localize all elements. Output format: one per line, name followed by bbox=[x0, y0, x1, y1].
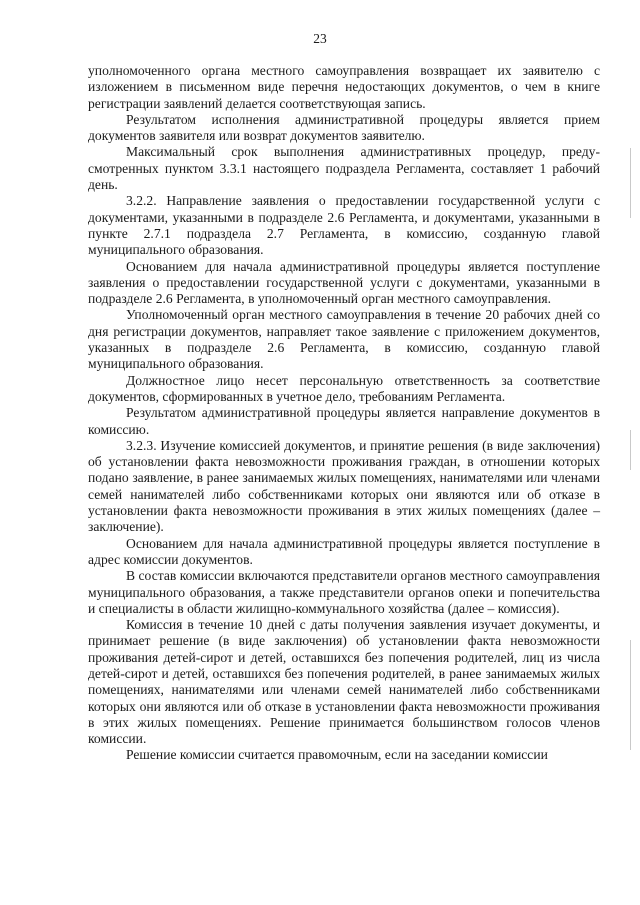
page-number: 23 bbox=[313, 31, 327, 46]
paragraph-section-3-2-2: 3.2.2. Направление заявления о предоставлении государственной услуги с документами, указанными в подразделе 2.6 Регламента, и документами, указанными в пункте 2.7.1 подраздела 2.7 Регламента, в комиссию, созданную главой муниципального образования. bbox=[88, 193, 600, 258]
paragraph-section-3-2-3: 3.2.3. Изучение комиссией документов, и принятие решения (в виде заключения) об установлении факта невозможности проживания граждан, в отношении которых подано заявление, в ранее занимаемых жилых помещениях, нанимателями или членами семей нанимателей либо собственниками которых они являются или об отказе в установлении факта невозможности проживания в этих жилых помещениях (далее – заключение). bbox=[88, 437, 600, 535]
paragraph-continuation: уполномоченного органа местного самоуправления возвращает их заявителю с изложением в письменном виде перечня недостающих документов, о чем в книге регистрации заявлений делается соответствующая запись. bbox=[88, 63, 600, 111]
paragraph-authority-term: Уполномоченный орган местного самоуправления в течение 20 рабочих дней со дня регистрации документов, направляет такое заявление с приложением документов, указанных в подразделе 2.6 Регламента, в комиссию, созданную главой муниципального образования. bbox=[88, 307, 600, 372]
paragraph-basis-receipt: Основанием для начала административной процедуры является поступление в адрес комиссии документов. bbox=[88, 535, 600, 567]
paragraph-commission-composition: В состав комиссии включаются представители органов местного самоуправления муниципального образования, а также представители органов опеки и попечительства и специалисты в области жилищно-коммунального хозяйства (далее – комиссия). bbox=[88, 568, 600, 616]
paragraph-decision-validity: Решение комиссии считается правомочным, если на заседании комиссии bbox=[126, 747, 548, 763]
paragraph-official-responsibility: Должностное лицо несет персональную ответственность за соответствие документов, сформированных в учетное дело, требованиям Регламента. bbox=[88, 372, 600, 404]
paragraph-max-term: Максимальный срок выполнения административных процедур, предусмотренных пунктом 3.3.1 настоящего подраздела Регламента, составляет 1 рабочий день. bbox=[88, 144, 600, 193]
document-body bbox=[88, 63, 600, 764]
paragraph-commission-decision: Комиссия в течение 10 дней с даты получения заявления изучает документы, и принимает решение (в виде заключения) об установлении факта невозможности проживания детей-сирот и детей, оставшихся без попечения родителей, лиц из числа детей-сирот и детей, оставшихся без попечения родителей, в ранее занимаемых жилых помещениях, нанимателями или членами семей нанимателей либо собственниками которых они являются или об отказе в установлении факта невозможности проживания в этих жилых помещениях. Решение принимается большинством голосов членов комиссии. bbox=[88, 617, 600, 747]
paragraph-basis-submission: Основанием для начала административной процедуры является поступление заявления о предоставлении государственной услуги с документами, указанными в подразделе 2.6 Регламента, в уполномоченный орган местного самоуправления. bbox=[88, 258, 600, 307]
paragraph-result-sending: Результатом административной процедуры является направление документов в комиссию. bbox=[88, 405, 600, 437]
scan-edge-mark bbox=[630, 640, 631, 750]
paragraph-result-receipt: Результатом исполнения административной процедуры является прием документов заявителя или возврат документов заявителю. bbox=[88, 111, 600, 144]
scan-edge-mark bbox=[630, 148, 631, 218]
scan-edge-mark bbox=[630, 430, 631, 470]
